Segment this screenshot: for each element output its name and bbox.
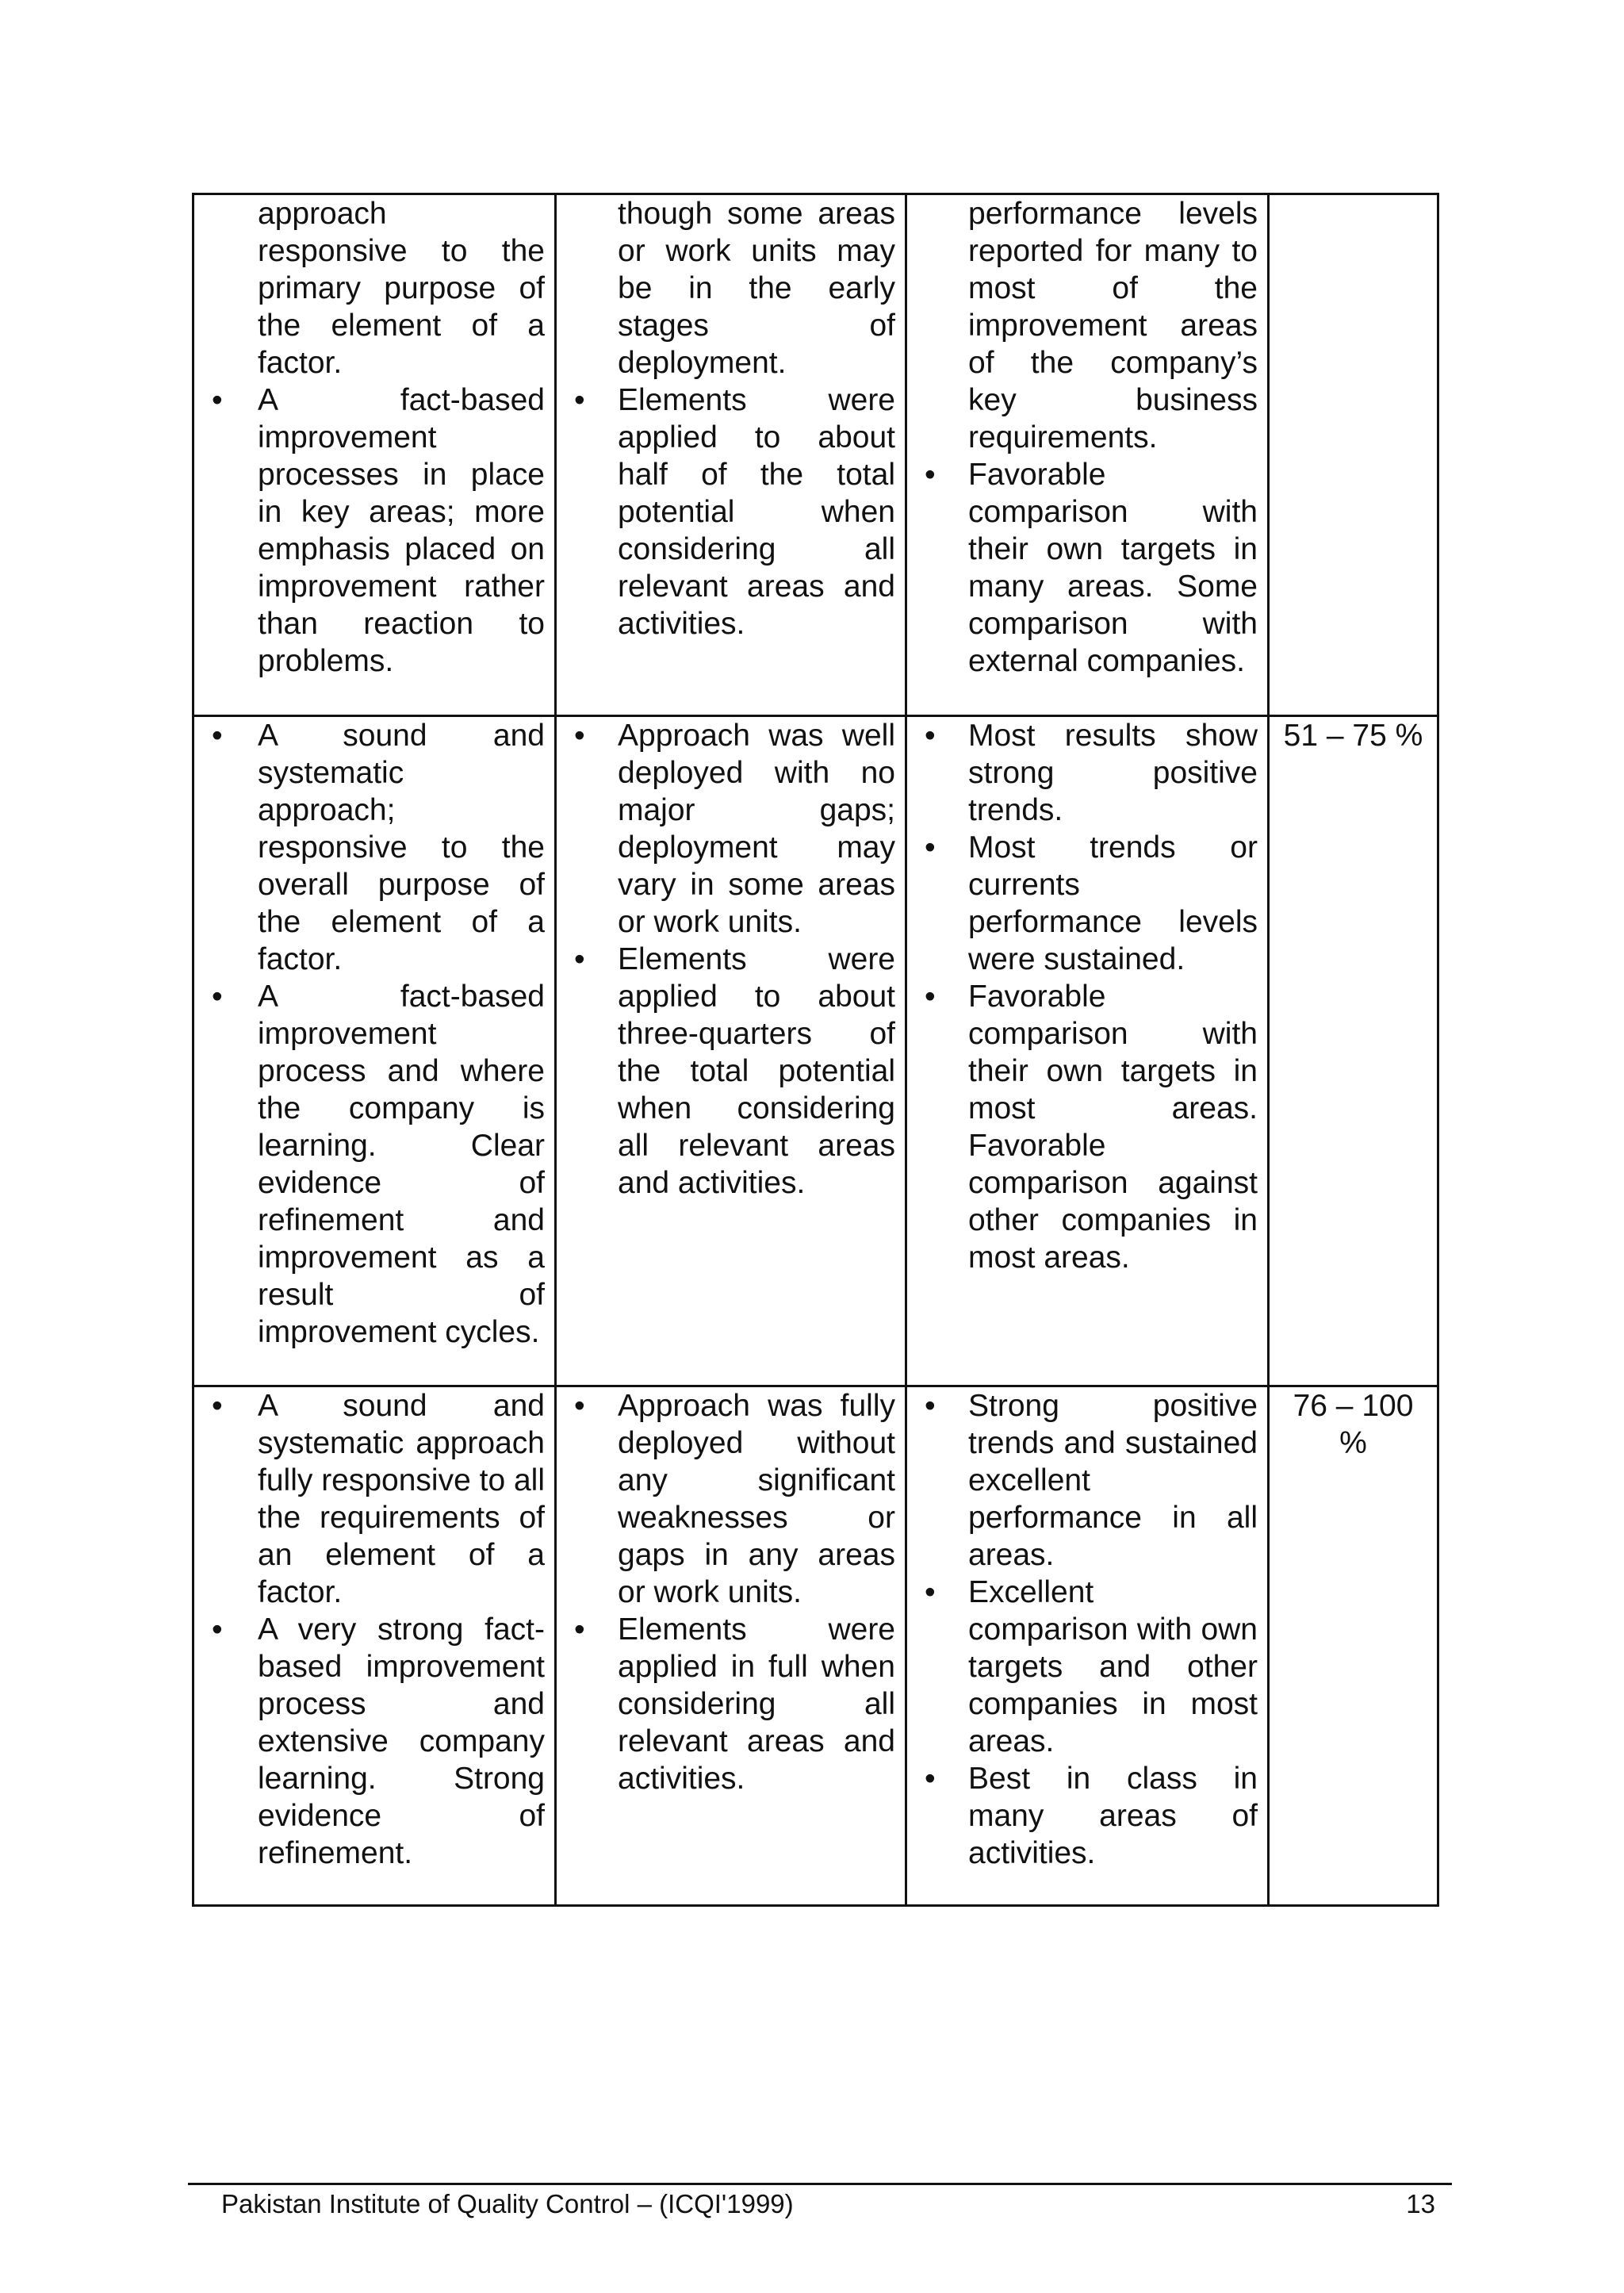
list-item: • Elements were applied in full when considering all relevant areas and activities.: [557, 1611, 905, 1797]
list-item: • A very strong fact-based improvement process and extensive company learning. Strong evidence of refinement.: [194, 1611, 554, 1872]
list-item: • Most trends or currents performance levels were sustained.: [907, 829, 1267, 978]
list-item: • Approach was fully deployed without any significant weaknesses or gaps in any areas or work units.: [557, 1387, 905, 1611]
table-row: [193, 716, 1438, 1386]
list-item: • A sound and systematic approach; responsive to the overall purpose of the element of a factor.: [194, 717, 554, 978]
scoring-criteria-table: [192, 193, 1439, 1907]
score-range: 51 – 75 %: [1283, 719, 1423, 753]
list-item: • A fact-based improvement processes in place in key areas; more emphasis placed on improvement rather than reaction to problems.: [194, 382, 554, 680]
results-cell: [906, 716, 1269, 1386]
results-cell: [906, 1386, 1269, 1906]
list-item: though some areas or work units may be in the early stages of deployment.: [618, 197, 895, 380]
deployment-cell: [556, 1386, 906, 1906]
list-item: • A fact-based improvement process and where the company is learning. Clear evidence of refinement and improvement as a result of improvement cycles.: [194, 978, 554, 1351]
deployment-cell: [556, 194, 906, 716]
approach-cell: [193, 716, 556, 1386]
results-cell: [906, 194, 1269, 716]
list-item: • A sound and systematic approach fully responsive to all the requirements of an element of a factor.: [194, 1387, 554, 1611]
approach-cell: [193, 1386, 556, 1906]
list-item: • Elements were applied to about half of the total potential when considering all relevant areas and activities.: [557, 382, 905, 642]
list-item: • Strong positive trends and sustained excellent performance in all areas.: [907, 1387, 1267, 1574]
footer-text: Pakistan Institute of Quality Control – (ICQI'1999): [221, 2189, 794, 2218]
list-item: • Best in class in many areas of activities.: [907, 1760, 1267, 1872]
approach-cell: [193, 194, 556, 716]
list-item: performance levels reported for many to most of the improvement areas of the company’s key business requirements.: [968, 197, 1258, 454]
score-cell: [1269, 194, 1438, 716]
list-item: • Elements were applied to about three-quarters of the total potential when considering all relevant areas and activities.: [557, 941, 905, 1202]
list-item: • Favorable comparison with their own targets in most areas. Favorable comparison against other companies in most areas.: [907, 978, 1267, 1276]
list-item: • Favorable comparison with their own targets in many areas. Some comparison with external companies.: [907, 456, 1267, 680]
footer-divider: [188, 2183, 1452, 2185]
list-item: • Excellent comparison with own targets and other companies in most areas.: [907, 1574, 1267, 1760]
list-item: • Approach was well deployed with no major gaps; deployment may vary in some areas or work units.: [557, 717, 905, 941]
list-item: • Most results show strong positive trends.: [907, 717, 1267, 829]
table-row: [193, 194, 1438, 716]
score-range: 76 – 100 %: [1293, 1389, 1414, 1460]
score-cell: [1269, 1386, 1438, 1906]
table-row: [193, 1386, 1438, 1906]
list-item: approach responsive to the primary purpose of the element of a factor.: [258, 197, 545, 380]
page-number: 13: [1406, 2189, 1435, 2218]
score-cell: [1269, 716, 1438, 1386]
deployment-cell: [556, 716, 906, 1386]
